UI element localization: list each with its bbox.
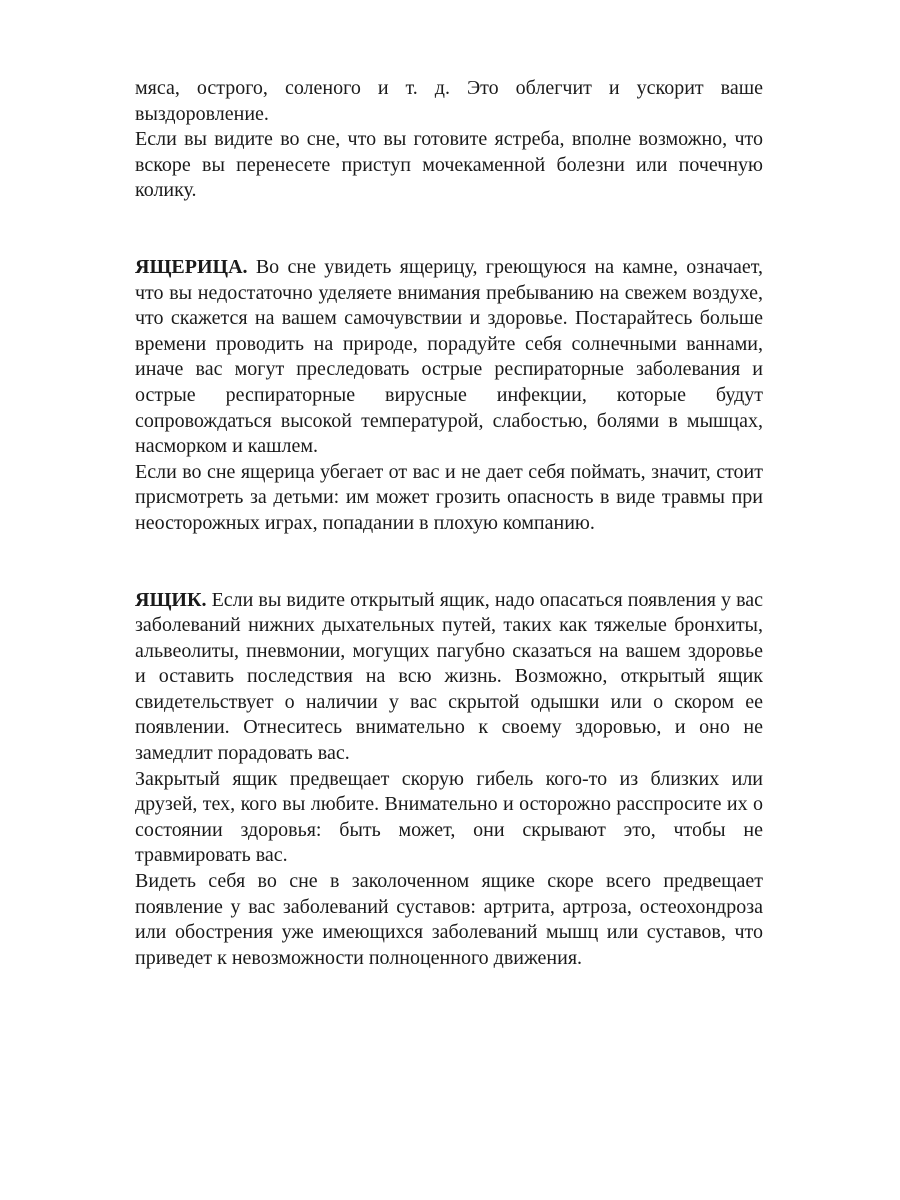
continuation-paragraph: мяса, острого, соленого и т. д. Это облегчит и ускорит ваше выздоровление. (135, 77, 763, 125)
document-page (135, 76, 763, 971)
entry-text: Во сне увидеть ящерицу, греющуюся на камне, означает, что вы недостаточно уделяете внимания пребыванию на свежем воздухе, что скажется на вашем самочувствии и здоровье. Постарайтесь больше времени проводить на природе, порадуйте себя солнечными ваннами, иначе вас могут преследовать острые респираторные заболевания и острые респираторные вирусные инфекции, которые будут сопровождаться высокой температурой, слабостью, болями в мышцах, насморком и кашлем. (135, 255, 764, 458)
continuation-paragraph: Если вы видите во сне, что вы готовите ястреба, вполне возможно, что вскоре вы перенесете приступ мочекаменной болезни или почечную колику. (135, 128, 763, 202)
section-spacer (135, 204, 763, 255)
section-spacer (135, 537, 763, 588)
entry-paragraph: Видеть себя во сне в заколоченном ящике скоре всего предвещает появление у вас заболеваний суставов: артрита, артроза, остеохондроза или обострения уже имеющихся заболеваний мышц или суставов, что приведет к невозможности полноценного движения. (135, 870, 763, 969)
entry-text: Если вы видите открытый ящик, надо опасаться появления у вас заболеваний нижних дыхательных путей, таких как тяжелые бронхиты, альвеолиты, пневмонии, могущих пагубно сказаться на вашем здоровье и оставить последствия на всю жизнь. Возможно, открытый ящик свидетельствует о наличии у вас скрытой одышки или о скором ее появлении. Отнеситесь внимательно к своему здоровью, и оно не замедлит порадовать вас. (135, 588, 764, 765)
entry-title: ЯЩЕРИЦА. (135, 255, 248, 278)
entry-paragraph: Если во сне ящерица убегает от вас и не дает себя поймать, значит, стоит присмотреть за детьми: им может грозить опасность в виде травмы при неосторожных играх, попадании в плохую компанию. (135, 460, 763, 534)
entry-lizard (135, 255, 763, 460)
entry-box (135, 588, 763, 767)
entry-paragraph: Закрытый ящик предвещает скорую гибель кого-то из близких или друзей, тех, кого вы любите. Внимательно и осторожно расспросите их о состоянии здоровья: быть может, они скрывают это, чтобы не травмировать вас. (135, 767, 763, 867)
entry-title: ЯЩИК. (135, 588, 207, 611)
